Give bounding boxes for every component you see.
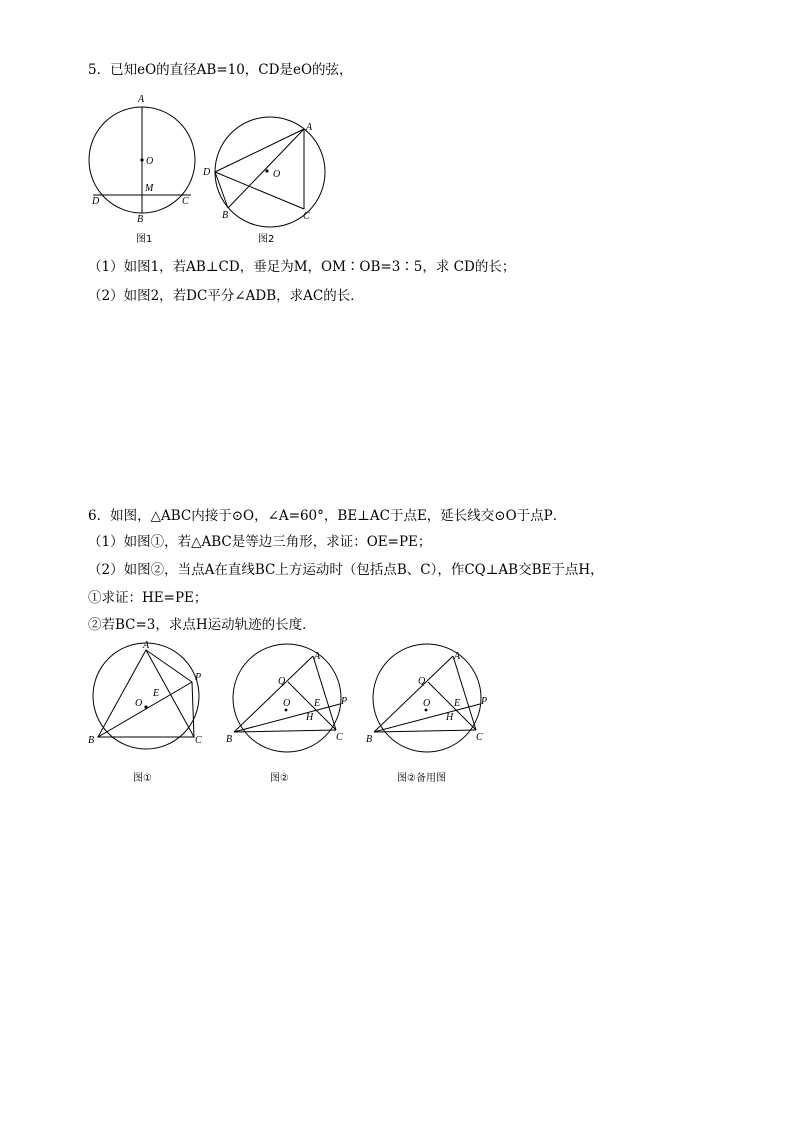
label-c: C (303, 211, 310, 222)
segment-pc (192, 682, 194, 737)
label-a: A (454, 651, 461, 662)
figure-b-caption: 图② (270, 773, 289, 784)
label-a: A (138, 94, 145, 105)
segment-ba (374, 656, 453, 732)
problem6-sub2: ②若BC=3，求点H运动轨迹的长度． (88, 617, 316, 633)
label-d: D (92, 196, 100, 207)
label-b: B (366, 734, 373, 745)
label-a: A (314, 651, 321, 662)
problem6-figure-c (366, 642, 496, 752)
label-d: D (203, 167, 211, 178)
triangle-abc (98, 650, 194, 737)
center-dot (144, 705, 147, 708)
label-e: E (454, 698, 461, 709)
label-o: O (423, 698, 431, 709)
label-e: E (314, 698, 321, 709)
figure-1-caption: 图1 (136, 234, 153, 245)
problem6-part2: （2）如图②，当点A在直线BC上方运动时（包括点B、C），作CQ⊥AB交BE于点H， (88, 562, 604, 578)
segment-ba (234, 656, 313, 732)
label-a: A (143, 640, 150, 651)
label-o: O (273, 169, 281, 180)
label-b: B (226, 734, 233, 745)
problem5-figure-1 (84, 92, 204, 232)
center-dot (265, 169, 268, 172)
segment-ba (228, 129, 304, 208)
segment-db (215, 172, 228, 208)
problem5-part2: （2）如图2，若DC平分∠ADB，求AC的长． (88, 288, 364, 304)
center-dot (285, 709, 288, 712)
label-c: C (336, 732, 343, 743)
label-o: O (135, 698, 143, 709)
label-c: C (195, 735, 202, 746)
label-o: O (146, 156, 154, 167)
label-c: C (182, 196, 189, 207)
label-e: E (153, 688, 160, 699)
problem5-figure-2 (200, 105, 330, 245)
problem6-part1: （1）如图①，若△ABC是等边三角形，求证：OE=PE； (88, 534, 432, 550)
label-q: Q (418, 676, 426, 687)
label-a: A (306, 122, 313, 133)
label-m: M (145, 183, 154, 194)
segment-bc (234, 730, 336, 732)
label-b: B (222, 210, 229, 221)
label-c: C (476, 732, 483, 743)
problem5-part1: （1）如图1，若AB⊥CD，垂足为M，OM∶OB=3∶5，求 CD的长； (88, 259, 516, 275)
segment-bc (374, 730, 476, 732)
problem6-stem: 6．如图，△ABC内接于⊙O，∠A=60°，BE⊥AC于点E，延长线交⊙O于点P． (88, 508, 567, 524)
problem6-figure-b (226, 642, 356, 752)
label-o: O (283, 698, 291, 709)
label-q: Q (278, 676, 286, 687)
problem6-sub1: ①求证：HE=PE； (88, 590, 208, 606)
segment-bp (98, 682, 192, 737)
label-p: P (195, 672, 202, 683)
segment-ap (146, 650, 192, 682)
center-dot (140, 158, 143, 161)
label-h: H (306, 712, 314, 723)
label-b: B (137, 214, 144, 225)
figure-a-caption: 图① (133, 773, 152, 784)
problem5-stem: 5．已知eO的直径AB=10，CD是eO的弦， (88, 62, 353, 78)
segment-dc (215, 172, 304, 209)
figure-c-caption: 图②备用图 (397, 773, 446, 784)
label-p: P (341, 696, 348, 707)
label-b: B (88, 735, 95, 746)
circle-o (93, 643, 202, 749)
figure-2-caption: 图2 (258, 234, 275, 245)
problem6-figure-a (86, 640, 216, 750)
center-dot (425, 709, 428, 712)
label-h: H (446, 712, 454, 723)
label-p: P (481, 696, 488, 707)
